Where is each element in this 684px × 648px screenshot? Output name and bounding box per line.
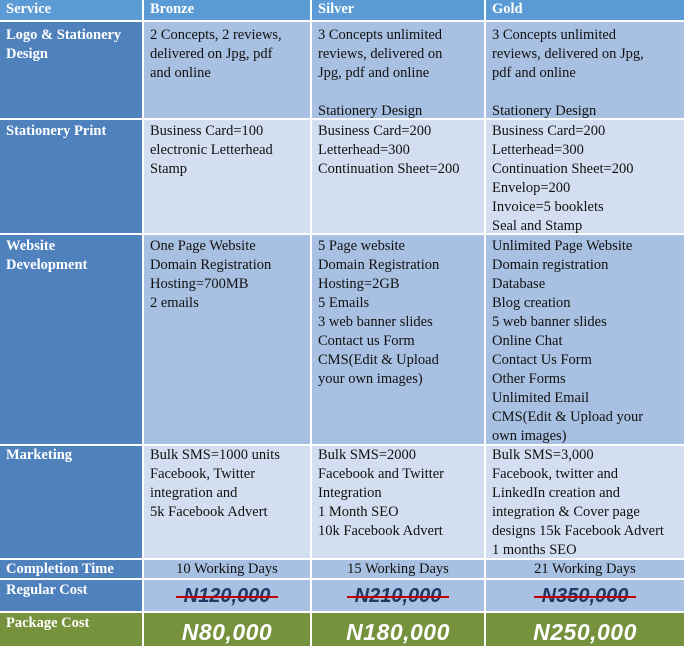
cell-line: Business Card=200 — [318, 123, 432, 139]
cell-print-gold — [486, 120, 684, 235]
cell-line: Contact us Form — [318, 333, 415, 349]
cell-marketing-silver — [312, 446, 486, 560]
row-label-logo: Logo & Stationery Design — [0, 22, 144, 120]
cell-line: Database — [492, 276, 546, 292]
cell-print-bronze — [144, 120, 312, 235]
cell-line: CMS(Edit & Upload your — [492, 409, 644, 425]
cell-line: Envelop=200 — [492, 180, 571, 196]
cell-line: Bulk SMS=3,000 — [492, 447, 594, 463]
cell-line — [492, 83, 678, 102]
cell-line: Other Forms — [492, 371, 566, 387]
package-price-silver: N180,000 — [346, 619, 450, 645]
package-price-gold: N250,000 — [533, 619, 637, 645]
cell-line: 1 months SEO — [492, 542, 577, 558]
cell-line: 3 web banner slides — [318, 314, 433, 330]
cell-package-bronze — [144, 613, 312, 648]
cell-line: Domain Registration — [150, 257, 272, 273]
header-gold: Gold — [486, 0, 684, 22]
cell-line: Integration — [318, 485, 382, 501]
cell-package-gold — [486, 613, 684, 648]
row-regular — [0, 580, 684, 613]
cell-line: Continuation Sheet=200 — [492, 161, 634, 177]
cell-line: pdf and online — [492, 65, 576, 81]
cell-line: electronic Letterhead — [150, 142, 273, 158]
strikethrough-line — [176, 596, 279, 598]
cell-line: Online Chat — [492, 333, 563, 349]
cell-package-silver — [312, 613, 486, 648]
cell-line: reviews, delivered on — [318, 46, 443, 62]
cell-line: Facebook and Twitter — [318, 466, 444, 482]
cell-line: 5 Page website — [318, 238, 405, 254]
cell-line: Stamp — [150, 161, 188, 177]
cell-line: Hosting=700MB — [150, 276, 249, 292]
row-label-marketing: Marketing — [0, 446, 144, 560]
row-marketing — [0, 446, 684, 560]
cell-line: integration and — [150, 485, 238, 501]
cell-line: own images) — [492, 428, 567, 444]
cell-line: Unlimited Page Website — [492, 238, 633, 254]
cell-line: Business Card=100 — [150, 123, 264, 139]
cell-line — [318, 83, 478, 102]
cell-web-silver — [312, 235, 486, 446]
header-bronze: Bronze — [144, 0, 312, 22]
regular-price-silver — [355, 583, 442, 609]
cell-line: Continuation Sheet=200 — [318, 161, 460, 177]
row-logo — [0, 22, 684, 120]
cell-line: Contact Us Form — [492, 352, 592, 368]
cell-line: designs 15k Facebook Advert — [492, 523, 664, 539]
cell-line: Domain registration — [492, 257, 609, 273]
cell-line: One Page Website — [150, 238, 256, 254]
cell-line: Stationery Design — [318, 103, 423, 119]
cell-line: reviews, delivered on Jpg, — [492, 46, 644, 62]
cell-line: 3 Concepts unlimited — [492, 27, 617, 43]
cell-logo-bronze — [144, 22, 312, 120]
cell-logo-silver — [312, 22, 486, 120]
cell-regular-bronze — [144, 580, 312, 613]
cell-marketing-gold — [486, 446, 684, 560]
row-label-package: Package Cost — [0, 613, 144, 648]
regular-price-bronze-text: N120,000 — [183, 585, 271, 607]
cell-line: Invoice=5 booklets — [492, 199, 604, 215]
row-label-regular: Regular Cost — [0, 580, 144, 613]
cell-regular-silver — [312, 580, 486, 613]
row-label-print: Stationery Print — [0, 120, 144, 235]
cell-line: Blog creation — [492, 295, 571, 311]
cell-line: Business Card=200 — [492, 123, 606, 139]
cell-line: and online — [150, 65, 211, 81]
cell-print-silver — [312, 120, 486, 235]
header-row — [0, 0, 684, 22]
strikethrough-line — [347, 596, 450, 598]
cell-line: 1 Month SEO — [318, 504, 399, 520]
row-print — [0, 120, 684, 235]
row-package — [0, 613, 684, 648]
cell-completion-silver: 15 Working Days — [312, 560, 486, 580]
strikethrough-line — [534, 596, 637, 598]
cell-line: Bulk SMS=2000 — [318, 447, 417, 463]
cell-line: Seal and Stamp — [492, 218, 583, 234]
cell-line: your own images) — [318, 371, 423, 387]
package-price-bronze: N80,000 — [181, 619, 273, 645]
cell-completion-gold: 21 Working Days — [486, 560, 684, 580]
row-label-web: Website Development — [0, 235, 144, 446]
cell-line: Jpg, pdf and online — [318, 65, 430, 81]
cell-line: delivered on Jpg, pdf — [150, 46, 273, 62]
cell-web-bronze — [144, 235, 312, 446]
cell-regular-gold — [486, 580, 684, 613]
regular-price-gold-text: N350,000 — [541, 585, 629, 607]
cell-line: 5k Facebook Advert — [150, 504, 268, 520]
header-service: Service — [0, 0, 144, 22]
cell-line: 10k Facebook Advert — [318, 523, 443, 539]
row-web — [0, 235, 684, 446]
cell-completion-bronze: 10 Working Days — [144, 560, 312, 580]
regular-price-bronze — [184, 583, 271, 609]
cell-line: Domain Registration — [318, 257, 440, 273]
cell-web-gold — [486, 235, 684, 446]
cell-line: Letterhead=300 — [492, 142, 584, 158]
header-silver: Silver — [312, 0, 486, 22]
regular-price-gold — [542, 583, 629, 609]
row-label-completion: Completion Time — [0, 560, 144, 580]
cell-line: Stationery Design — [492, 103, 597, 119]
cell-line: 2 Concepts, 2 reviews, — [150, 27, 282, 43]
cell-line: Letterhead=300 — [318, 142, 410, 158]
cell-line: integration & Cover page — [492, 504, 640, 520]
cell-line: 2 emails — [150, 295, 199, 311]
row-completion — [0, 560, 684, 580]
cell-line: LinkedIn creation and — [492, 485, 621, 501]
cell-line: 3 Concepts unlimited — [318, 27, 443, 43]
cell-line: Facebook, twitter and — [492, 466, 619, 482]
cell-line: 5 web banner slides — [492, 314, 607, 330]
regular-price-silver-text: N210,000 — [354, 585, 442, 607]
cell-line: Facebook, Twitter — [150, 466, 256, 482]
cell-marketing-bronze — [144, 446, 312, 560]
cell-line: Hosting=2GB — [318, 276, 400, 292]
cell-line: Unlimited Email — [492, 390, 590, 406]
cell-line: 5 Emails — [318, 295, 370, 311]
cell-line: CMS(Edit & Upload — [318, 352, 439, 368]
cell-logo-gold — [486, 22, 684, 120]
cell-line: Bulk SMS=1000 units — [150, 447, 280, 463]
